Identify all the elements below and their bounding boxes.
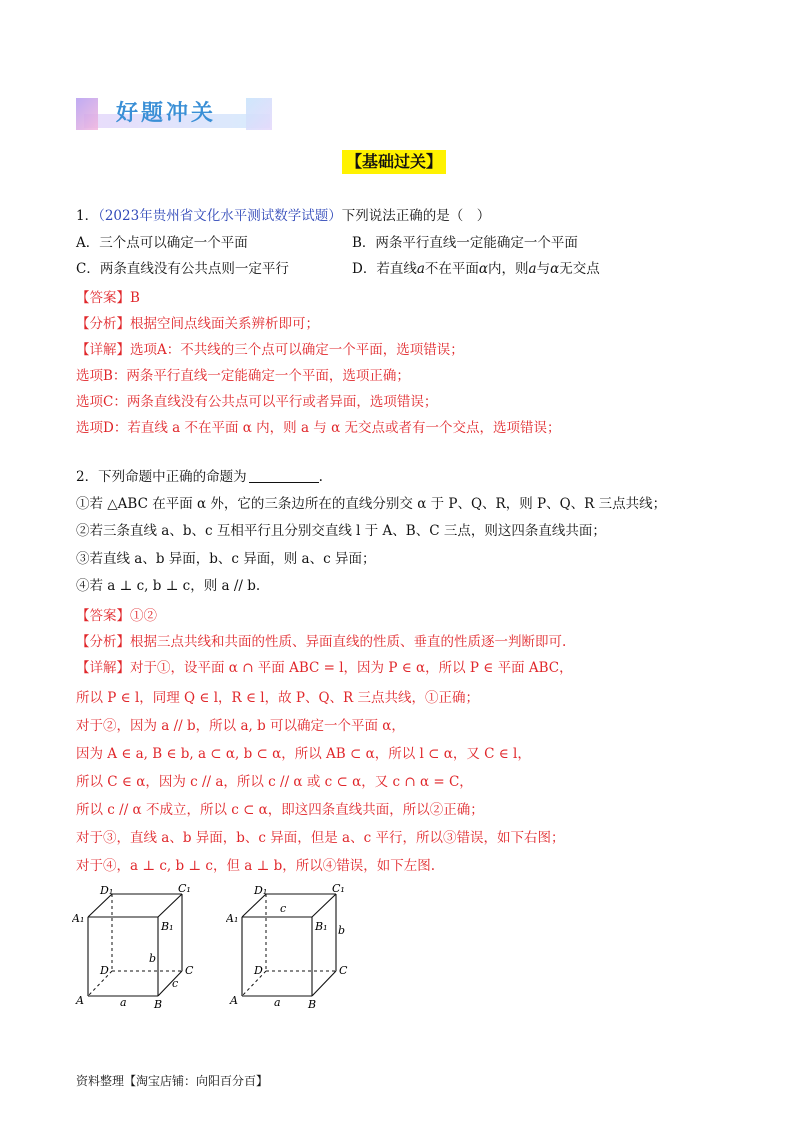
q1-option-d: D．若直线a不在平面α内，则a与α无交点 bbox=[352, 261, 600, 277]
q2-detail-7: 对于③，直线 a、b 异面，b、c 异面，但是 a、c 平行，所以③错误，如下右图； bbox=[76, 830, 565, 846]
q2-detail-6: 所以 c // α 不成立，所以 c ⊂ α，即这四条直线共面，所以②正确； bbox=[76, 802, 484, 818]
label-c: C bbox=[185, 964, 194, 977]
q1-detail-a: 【详解】选项A：不共线的三个点可以确定一个平面，选项错误； bbox=[76, 342, 464, 358]
answer-blank bbox=[249, 468, 319, 483]
q1-option-c: C．两条直线没有公共点则一定平行 bbox=[76, 261, 289, 277]
edge-label-c: c bbox=[280, 902, 287, 915]
q2-proposition-4: ④若 a ⊥ c, b ⊥ c，则 a // b. bbox=[76, 578, 261, 594]
q2-detail-1: 【详解】对于①，设平面 α ∩ 平面 ABC = l，因为 P ∈ α，所以 P ∈ 平面 ABC， bbox=[76, 660, 573, 676]
q2-proposition-2: ②若三条直线 a、b、c 互相平行且分别交直线 l 于 A、B、C 三点，则这四条直线共面； bbox=[76, 523, 606, 539]
label-a: A bbox=[230, 994, 238, 1007]
edge-label-a: a bbox=[274, 996, 281, 1009]
edge-label-a: a bbox=[120, 996, 127, 1009]
q2-detail-2: 所以 P ∈ l，同理 Q ∈ l，R ∈ l，故 P、Q、R 三点共线，①正确； bbox=[76, 690, 479, 706]
label-d1: D₁ bbox=[100, 884, 114, 897]
label-a: A bbox=[76, 994, 84, 1007]
label-c: C bbox=[339, 964, 348, 977]
label-a1: A₁ bbox=[226, 912, 239, 925]
q2-detail-4: 因为 A ∈ a, B ∈ b, a ⊂ α, b ⊂ α，所以 AB ⊂ α，所以 l ⊂ α，又 C ∈ l， bbox=[76, 746, 531, 762]
q1-analysis: 【分析】根据空间点线面关系辨析即可； bbox=[76, 316, 319, 332]
footer-note: 资料整理【淘宝店铺：向阳百分百】 bbox=[76, 1074, 269, 1088]
edge-label-b: b bbox=[338, 924, 346, 937]
section-title: 【基础过关】 bbox=[342, 150, 446, 174]
cube-left-svg bbox=[72, 882, 202, 1012]
label-d1: D₁ bbox=[254, 884, 268, 897]
q2-proposition-1: ①若 △ABC 在平面 α 外，它的三条边所在的直线分别交 α 于 P、Q、R，则 P、Q、R 三点共线； bbox=[76, 496, 667, 512]
q2-analysis: 【分析】根据三点共线和共面的性质、异面直线的性质、垂直的性质逐一判断即可. bbox=[76, 634, 567, 650]
q1-detail-c: 选项C：两条直线没有公共点可以平行或者异面，选项错误； bbox=[76, 394, 438, 410]
label-c1: C₁ bbox=[178, 882, 191, 895]
edge-label-b: b bbox=[149, 952, 157, 965]
q1-number: 1． bbox=[76, 208, 99, 224]
label-c1: C₁ bbox=[332, 882, 345, 895]
q2-stem: 2．下列命题中正确的命题为 . bbox=[76, 469, 323, 485]
section-banner bbox=[76, 96, 272, 132]
label-d: D bbox=[100, 964, 109, 977]
q2-detail-3: 对于②，因为 a // b，所以 a, b 可以确定一个平面 α， bbox=[76, 718, 405, 734]
q2-detail-5: 所以 C ∈ α，因为 c // a，所以 c // α 或 c ⊂ α，又 c ∩ α = C， bbox=[76, 774, 473, 790]
label-a1: A₁ bbox=[72, 912, 85, 925]
q1-source: （2023年贵州省文化水平测试数学试题） bbox=[98, 208, 342, 224]
label-b: B bbox=[308, 998, 317, 1011]
q1-answer: 【答案】B bbox=[76, 290, 140, 306]
cube-figure-right bbox=[226, 882, 356, 1016]
q2-proposition-3: ③若直线 a、b 异面，b、c 异面，则 a、c 异面； bbox=[76, 551, 376, 567]
q1-stem-text: 下列说法正确的是（ ） bbox=[341, 208, 491, 224]
banner-deco-right bbox=[246, 98, 272, 130]
label-b1: B₁ bbox=[161, 920, 174, 933]
label-b: B bbox=[154, 998, 163, 1011]
cube-right-svg bbox=[226, 882, 356, 1012]
label-d: D bbox=[254, 964, 263, 977]
q1-detail-b: 选项B：两条平行直线一定能确定一个平面，选项正确； bbox=[76, 368, 410, 384]
edge-label-c: c bbox=[172, 977, 179, 990]
label-b1: B₁ bbox=[315, 920, 328, 933]
q2-answer: 【答案】①② bbox=[76, 608, 157, 624]
banner-title: 好题冲关 bbox=[116, 101, 217, 126]
q1-detail-d: 选项D：若直线 a 不在平面 α 内，则 a 与 α 无交点或者有一个交点，选项错误； bbox=[76, 420, 561, 436]
q2-detail-8: 对于④，a ⊥ c, b ⊥ c，但 a ⊥ b，所以④错误，如下左图. bbox=[76, 858, 436, 874]
q1-option-a: A．三个点可以确定一个平面 bbox=[76, 235, 248, 251]
cube-figure-left bbox=[72, 882, 202, 1016]
q1-stem bbox=[76, 206, 490, 226]
q1-option-b: B．两条平行直线一定能确定一个平面 bbox=[352, 235, 578, 251]
banner-deco-left bbox=[76, 98, 98, 130]
